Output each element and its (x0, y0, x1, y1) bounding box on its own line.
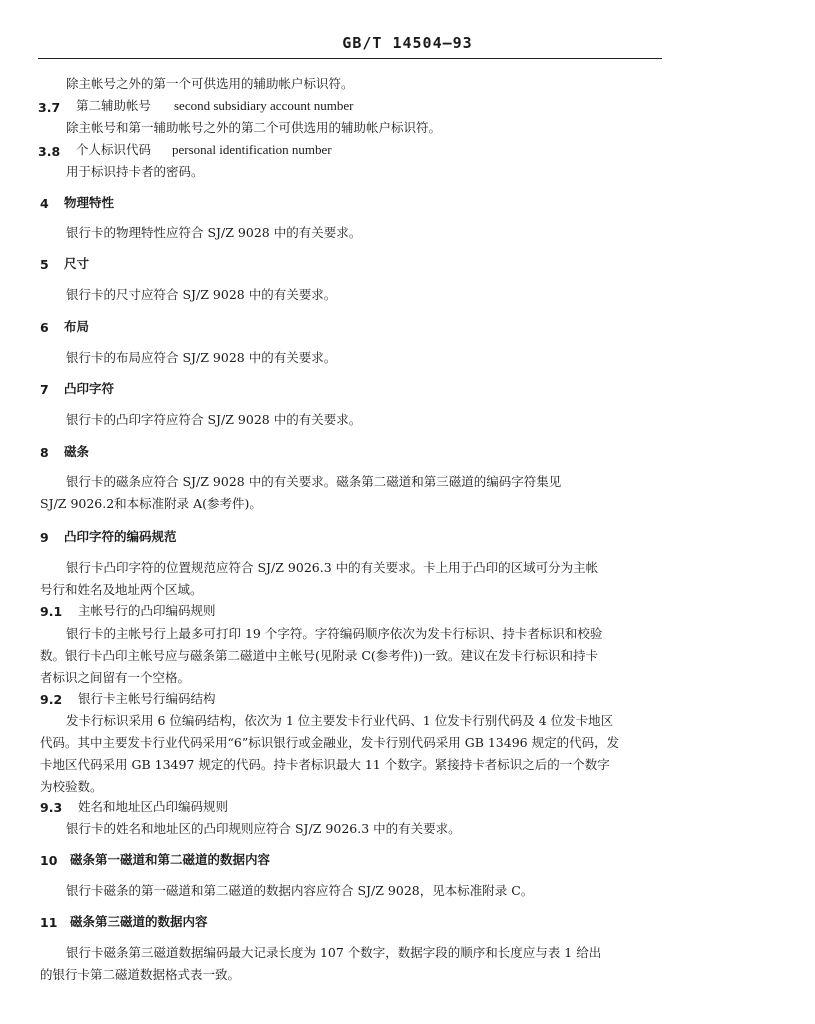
text-line: 用于标识持卡者的密码。 (66, 164, 204, 179)
section-number: 5 (40, 257, 49, 272)
paragraph-line: 银行卡凸印字符的位置规范应符合 SJ/Z 9026.3 中的有关要求。卡上用于凸印的区域可分为主帐 (66, 560, 599, 575)
term-english: second subsidiary account number (174, 98, 354, 113)
subsection-heading: 姓名和地址区凸印编码规则 (78, 799, 229, 814)
section-number: 9.3 (40, 800, 63, 815)
paragraph-line: 号行和姓名及地址两个区域。 (40, 582, 203, 597)
paragraph-line: 银行卡的尺寸应符合 SJ/Z 9028 中的有关要求。 (66, 287, 337, 302)
section-heading: 磁条 (64, 444, 90, 459)
section-number: 3.7 (38, 100, 61, 115)
section-number: 6 (40, 320, 49, 335)
section-number: 9 (40, 530, 49, 545)
section-number: 3.8 (38, 144, 61, 159)
paragraph-line: 银行卡的物理特性应符合 SJ/Z 9028 中的有关要求。 (66, 225, 362, 240)
section-number: 7 (40, 382, 49, 397)
paragraph-line: 卡地区代码采用 GB 13497 规定的代码。持卡者标识最大 11 个数字。紧接持卡者标识之后的一个数字 (40, 757, 610, 772)
section-heading: 凸印字符 (64, 381, 115, 396)
paragraph-line: 银行卡的姓名和地址区的凸印规则应符合 SJ/Z 9026.3 中的有关要求。 (66, 821, 461, 836)
section-number: 11 (40, 915, 58, 930)
paragraph-line: 为校验数。 (40, 779, 103, 794)
paragraph-line: 的银行卡第二磁道数据格式表一致。 (40, 967, 241, 982)
subsection-heading: 银行卡主帐号行编码结构 (78, 691, 216, 706)
section-number: 9.2 (40, 692, 63, 707)
paragraph-line: 银行卡的凸印字符应符合 SJ/Z 9028 中的有关要求。 (66, 412, 362, 427)
paragraph-line: 发卡行标识采用 6 位编码结构，依次为 1 位主要发卡行业代码、1 位发卡行别代码及 4 位发卡地区 (66, 713, 614, 728)
paragraph-line: 者标识之间留有一个空格。 (40, 670, 191, 685)
paragraph-line: 银行卡磁条第三磁道数据编码最大记录长度为 107 个数字，数据字段的顺序和长度应与表 1 给出 (66, 945, 602, 960)
paragraph-line: 银行卡的布局应符合 SJ/Z 9028 中的有关要求。 (66, 350, 337, 365)
section-heading: 尺寸 (64, 256, 90, 271)
paragraph-line: SJ/Z 9026.2和本标准附录 A(参考件)。 (40, 496, 262, 511)
section-number: 10 (40, 853, 58, 868)
section-number: 4 (40, 196, 49, 211)
section-heading: 磁条第一磁道和第二磁道的数据内容 (70, 852, 271, 867)
paragraph-line: 银行卡的磁条应符合 SJ/Z 9028 中的有关要求。磁条第二磁道和第三磁道的编码字符集见 (66, 474, 562, 489)
term-english: personal identification number (172, 142, 332, 157)
standard-header: GB/T 14504—93 (342, 34, 473, 52)
term-title: 第二辅助帐号 (76, 98, 152, 113)
term-title: 个人标识代码 (76, 142, 152, 157)
section-heading: 物理特性 (64, 195, 115, 210)
paragraph-line: 数。银行卡凸印主帐号应与磁条第二磁道中主帐号(见附录 C(参考件))一致。建议在发卡行标识和持卡 (40, 648, 599, 663)
section-heading: 磁条第三磁道的数据内容 (70, 914, 208, 929)
text-line: 除主帐号和第一辅助帐号之外的第二个可供选用的辅助帐户标识符。 (66, 120, 442, 135)
paragraph-line: 银行卡的主帐号行上最多可打印 19 个字符。字符编码顺序依次为发卡行标识、持卡者标识和校验 (66, 626, 603, 641)
section-heading: 凸印字符的编码规范 (64, 529, 177, 544)
section-number: 9.1 (40, 604, 63, 619)
text-line: 除主帐号之外的第一个可供选用的辅助帐户标识符。 (66, 76, 354, 91)
header-rule (38, 58, 662, 59)
section-number: 8 (40, 445, 49, 460)
paragraph-line: 银行卡磁条的第一磁道和第二磁道的数据内容应符合 SJ/Z 9028，见本标准附录 C。 (66, 883, 534, 898)
subsection-heading: 主帐号行的凸印编码规则 (78, 603, 216, 618)
section-heading: 布局 (64, 319, 90, 334)
paragraph-line: 代码。其中主要发卡行业代码采用“6”标识银行或金融业，发卡行别代码采用 GB 13496 规定的代码，发 (40, 735, 620, 750)
